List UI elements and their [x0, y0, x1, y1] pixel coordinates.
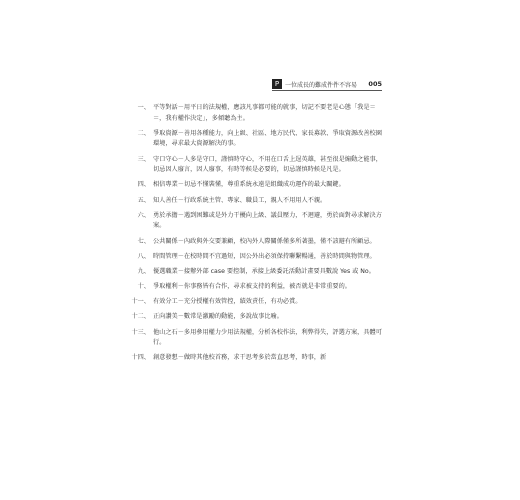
item-number: 十三、: [131, 328, 150, 336]
header-title: 一位成長的難成件件不容易: [285, 81, 358, 89]
item-number: 三、: [137, 155, 150, 163]
page-number: 005: [368, 80, 382, 88]
item-text: 知人善任－行政系統主管、專家、職員工，親人不用用人不親。: [153, 196, 327, 204]
item-text: 優選職業－接辦外部 case 要控制，承接上級委託活動計畫要具數說 Yes 或 No。: [153, 267, 375, 275]
item-text: 守口守心－人多是守口，謹慎時守心，不用在口舌上逞英雄，甚至很是煽動之能事，切忌因人廢言，因人廢事，有時等候是必要的，切忌謹慎時候是凡是。: [153, 155, 382, 174]
item-text: 爭取資源－善用各種能力，向上級、社區、地方民代、家長募款、爭取資源改善校園環境，尋求最大資源解決的事。: [153, 129, 382, 148]
item-number: 八、: [137, 252, 150, 260]
list-item: [126, 129, 388, 150]
list-item: [126, 312, 388, 323]
item-number: 五、: [137, 196, 150, 204]
running-header: [272, 78, 382, 91]
item-text: 公共關係－內政與外交要兼顧，校內外人際關係僅多所著墨，僅不該避有所顧忌。: [153, 237, 376, 245]
list-item: [126, 180, 388, 191]
list-item: [126, 353, 388, 364]
list-item: [126, 267, 388, 278]
chapter-mark-icon: P: [272, 79, 282, 89]
item-number: 九、: [137, 267, 150, 275]
item-text: 爭取權利－你事務皆有合作，尋求被支持的利益，被否就是非常重要的。: [153, 283, 351, 291]
list-item: [126, 297, 388, 308]
item-number: 一、: [137, 104, 150, 111]
list-item: [126, 252, 388, 263]
item-number: 六、: [137, 211, 150, 219]
list-item: [126, 328, 388, 349]
item-number: 七、: [137, 237, 150, 245]
item-text: 時間管理－在校時間不宜過短，因公外出必須保持聯繫暢通，善於時間與物管理。: [153, 252, 376, 260]
item-text: 相信專業－切忌不懂裝懂，尊重系統永遠是組織成功運作的最大關鍵。: [153, 181, 345, 189]
item-number: 十一、: [131, 298, 150, 306]
list-item: [126, 155, 388, 176]
item-text: 正向讚美－數常是激勵的動能，多說故事比喻。: [153, 313, 283, 321]
item-number: 四、: [137, 181, 150, 189]
item-text: 平等對話－用平日的法規權，應該凡事都可能的就事，切記不要老是心態「我是＝＝，我有權作決定」，多傾聽為主。: [153, 104, 376, 122]
item-text: 有效分工－充分授權有效管控，績效責任，有功必賞。: [153, 298, 302, 306]
item-number: 二、: [137, 129, 150, 137]
list-item: [126, 103, 388, 124]
list-item: [126, 282, 388, 293]
item-number: 十四、: [131, 354, 150, 362]
item-text: 他山之石－多用參用權力少用法規權，分析各校作法，利弊得失，評選方案，具體可行。: [153, 328, 382, 347]
item-number: 十二、: [131, 313, 150, 321]
list-item: [126, 211, 388, 232]
list-item: [126, 196, 388, 207]
item-text: 勇於承擔－遇到困難或是外力干擾向上級、議員壓力，不迴避，勇於面對尋求解決方案。: [153, 211, 382, 230]
list-item: [126, 237, 388, 248]
item-number: 十、: [137, 283, 150, 291]
numbered-list: [126, 103, 388, 369]
item-text: 創意發想－做時其他校首務，求干思考多於當直思考，時事，新: [153, 354, 327, 362]
